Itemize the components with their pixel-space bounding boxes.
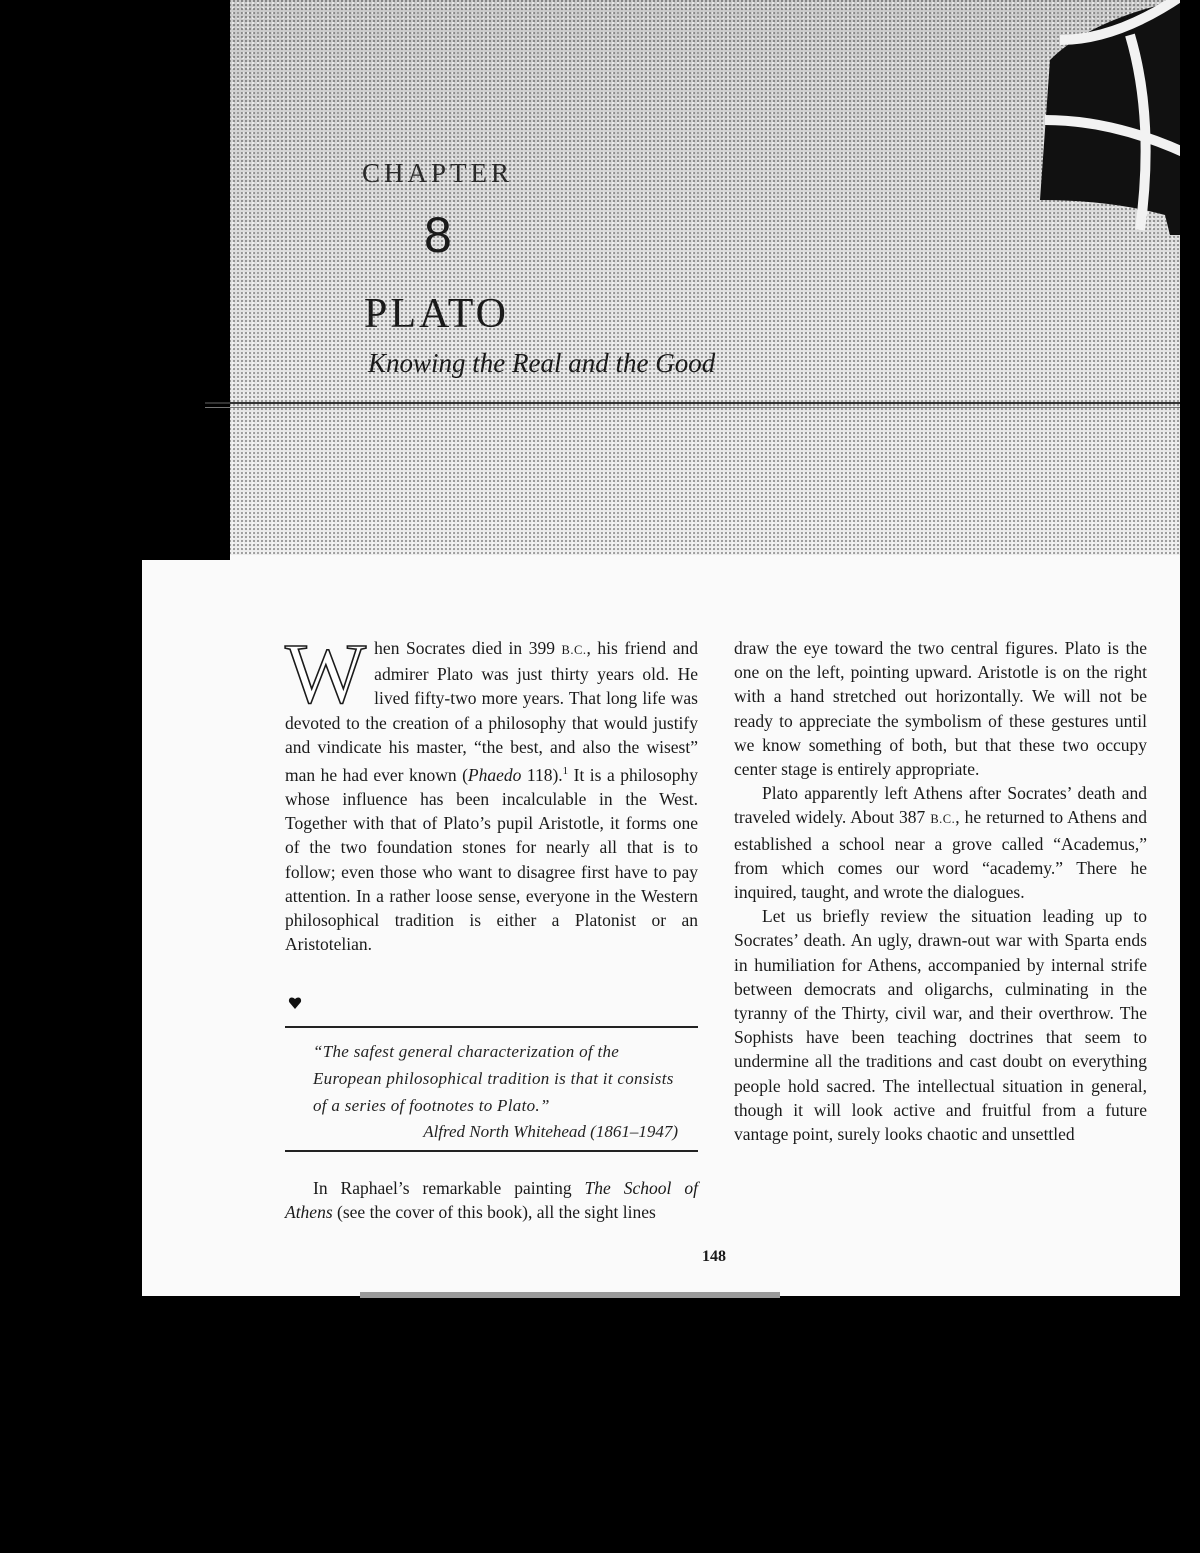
drop-cap: W bbox=[285, 625, 367, 721]
quote-rule-top bbox=[285, 1026, 698, 1028]
text-run: In Raphael’s remarkable painting bbox=[313, 1178, 585, 1198]
page-number: 148 bbox=[702, 1248, 726, 1265]
header-rule bbox=[205, 402, 1180, 404]
decorative-corner-art bbox=[1030, 0, 1200, 235]
scan-border-bottom bbox=[0, 1296, 1200, 1553]
epigraph-quote: “The safest general characterization of the European philosophical tradition is that it consists of a series of footnotes to Plato.” bbox=[313, 1042, 674, 1115]
text-run: It is a philosophy whose influence has been incalculable in the West. Together with that of Plato’s pupil Aristotle, it forms one of the two foundation stones for nearly all that is to follow; even those who want to disagree first have to pay attention. In a rather loose sense, everyone in the Western philosophical tradition is either a Platonist or an Aristotelian. bbox=[285, 764, 698, 955]
text-run: Plato apparently left Athens after Socrates’ death and traveled widely. About 387 bbox=[734, 783, 1147, 828]
chapter-label: CHAPTER bbox=[362, 158, 514, 188]
header-rule-secondary bbox=[205, 407, 1180, 408]
scan-border-left bbox=[0, 0, 230, 560]
chapter-subtitle: Knowing the Real and the Good bbox=[368, 348, 716, 378]
left-column bbox=[285, 625, 698, 956]
era-abbrev: B.C. bbox=[561, 643, 587, 657]
left-column-tail bbox=[285, 1176, 698, 1224]
work-title: Phaedo bbox=[467, 764, 522, 785]
intro-paragraph bbox=[285, 625, 698, 956]
scan-edge-artifact bbox=[360, 1292, 780, 1298]
heart-ornament-icon bbox=[288, 996, 302, 1010]
text-run: (see the cover of this book), all the sight lines bbox=[332, 1202, 656, 1223]
paragraph bbox=[734, 781, 1147, 904]
chapter-title: PLATO bbox=[364, 291, 509, 337]
text-run: , he returned to Athens and established a school near a grove called “Academus,” from which comes our word “academy.” There he inquired, taught, and wrote the dialogues. bbox=[734, 807, 1147, 903]
paragraph: Let us briefly review the situation leading up to Socrates’ death. An ugly, drawn-out war with Sparta ends in humiliation for Athens, accompanied by internal strife between democrats and oligarchs, culminating in the tyranny of the Thirty, civil war, and their overthrow. The Sophists have been teaching doctrines that seem to undermine all the traditions and cast doubt on everything people hold sacred. The intellectual situation in general, though it will look active and fruitful from a future vantage point, surely looks chaotic and unsettled bbox=[734, 906, 1147, 1145]
text-run: 118). bbox=[521, 764, 563, 785]
paragraph: draw the eye toward the two central figures. Plato is the one on the left, pointing upward. Aristotle is on the right with a hand stretched out horizontally. We will not be ready to appreciate the symbolism of these gestures until we know something of both, but that these two occupy center stage is entirely appropriate. bbox=[734, 638, 1147, 780]
work-title: The School of Athens bbox=[285, 1178, 698, 1223]
era-abbrev: B.C. bbox=[930, 812, 956, 827]
text-run: hen Socrates died in 399 bbox=[374, 638, 562, 658]
right-column bbox=[734, 636, 1147, 1146]
text-run: , his friend and admirer Plato was just thirty years old. He lived fifty-two more years. That long life was devoted to the creation of a philosophy that would justify and vindicate his master, “the best, and also the wisest” man he had ever known ( bbox=[285, 638, 698, 785]
paragraph bbox=[285, 1176, 698, 1224]
footnote-ref: 1 bbox=[562, 765, 569, 778]
chapter-number: 8 bbox=[424, 207, 452, 263]
epigraph-attribution: Alfred North Whitehead (1861–1947) bbox=[423, 1122, 678, 1141]
quote-rule-bottom bbox=[285, 1150, 698, 1152]
